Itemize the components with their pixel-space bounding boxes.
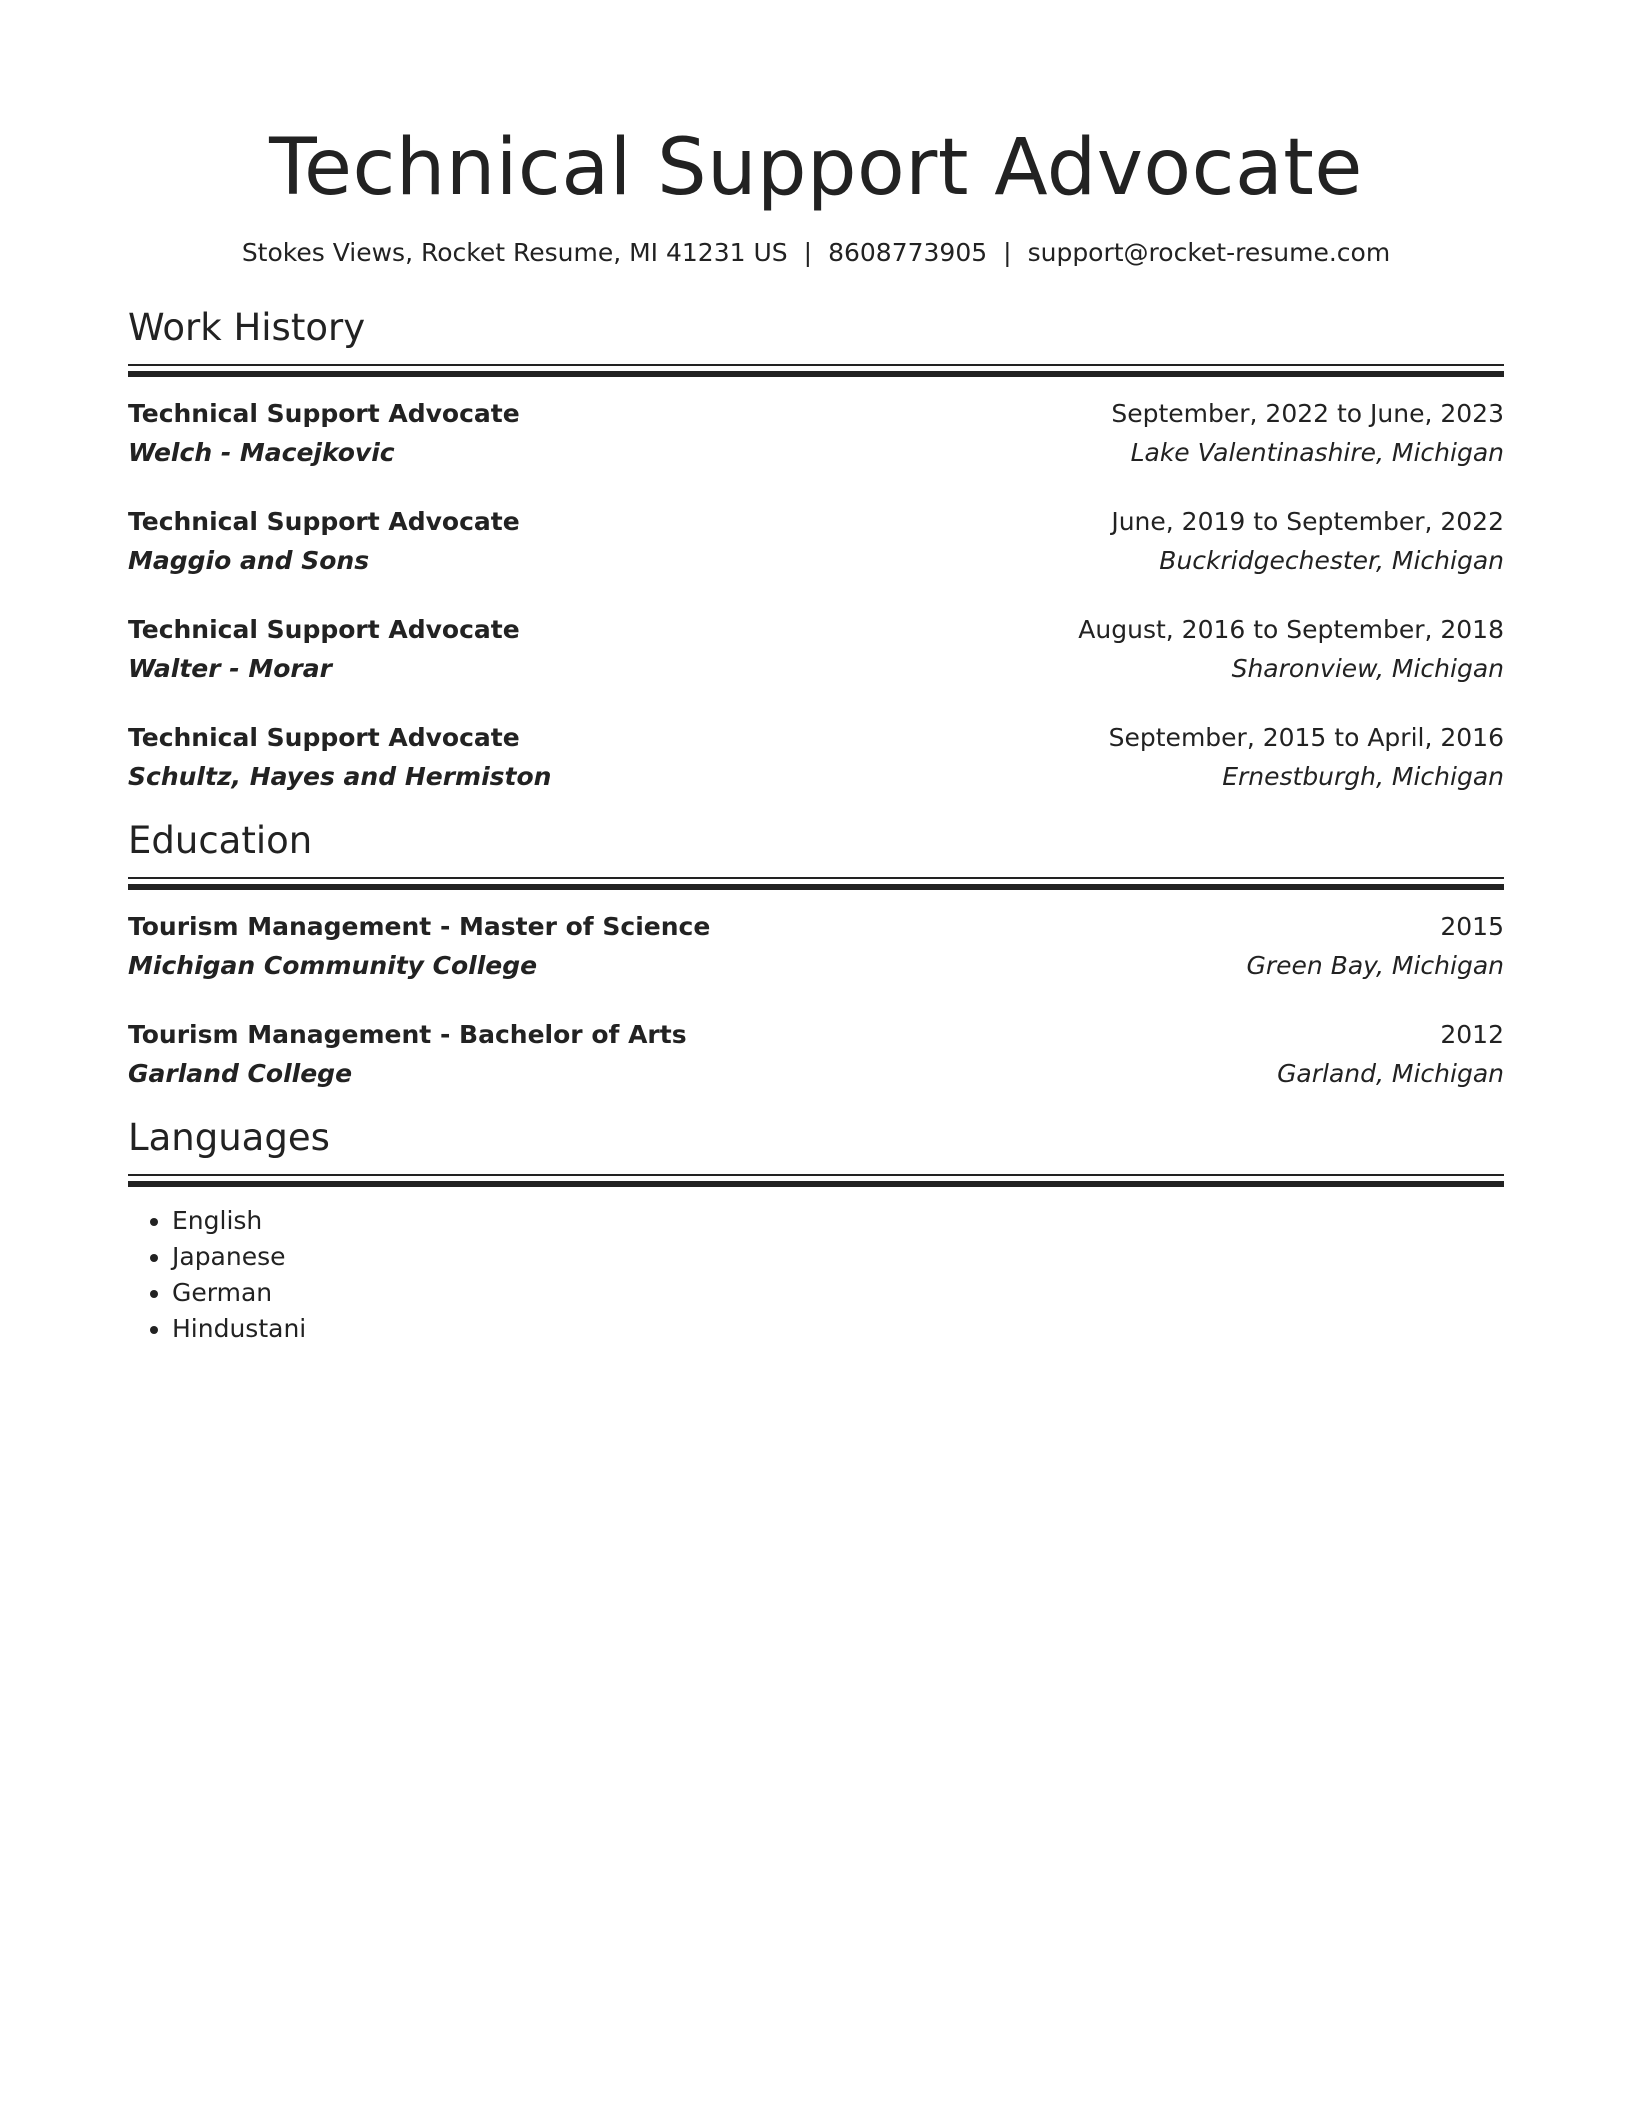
- resume-name: Technical Support Advocate: [269, 123, 1363, 213]
- section-divider-thin: [128, 364, 1504, 366]
- school-location: Garland, Michigan: [1277, 1059, 1504, 1088]
- job-company: Schultz, Hayes and Hermiston: [128, 762, 552, 791]
- work-history-section: [128, 306, 1504, 797]
- language-item: • German: [172, 1275, 1504, 1311]
- job-location: Lake Valentinashire, Michigan: [1130, 438, 1504, 467]
- work-entry: [128, 719, 1504, 797]
- contact-email: support@rocket-resume.com: [1027, 238, 1391, 267]
- contact-separator: |: [1003, 238, 1012, 267]
- language-item: • English: [172, 1203, 1504, 1239]
- work-entry: [128, 611, 1504, 689]
- section-title-education: Education: [128, 819, 313, 862]
- language-item: • Hindustani: [172, 1311, 1504, 1347]
- section-title-work-history: Work History: [128, 306, 366, 349]
- job-position: Technical Support Advocate: [128, 615, 520, 644]
- contact-phone: 8608773905: [828, 238, 988, 267]
- section-divider-thick: [128, 371, 1504, 377]
- contact-line: [128, 236, 1504, 270]
- degree-title: Tourism Management - Master of Science: [128, 912, 711, 941]
- job-company: Welch - Macejkovic: [128, 438, 395, 467]
- job-location: Ernestburgh, Michigan: [1222, 762, 1504, 791]
- school-name: Michigan Community College: [128, 951, 538, 980]
- work-entry: [128, 503, 1504, 581]
- education-entry: [128, 1016, 1504, 1094]
- work-entry: [128, 395, 1504, 473]
- job-company: Walter - Morar: [128, 654, 332, 683]
- section-divider-thick: [128, 1181, 1504, 1187]
- job-dates: June, 2019 to September, 2022: [1111, 507, 1504, 536]
- job-location: Buckridgechester, Michigan: [1159, 546, 1504, 575]
- section-divider-thin: [128, 1174, 1504, 1176]
- job-position: Technical Support Advocate: [128, 399, 520, 428]
- job-position: Technical Support Advocate: [128, 723, 520, 752]
- section-divider-thin: [128, 877, 1504, 879]
- job-dates: September, 2015 to April, 2016: [1108, 723, 1504, 752]
- job-dates: August, 2016 to September, 2018: [1078, 615, 1504, 644]
- section-divider-thick: [128, 884, 1504, 890]
- graduation-year: 2015: [1440, 912, 1504, 941]
- section-title-languages: Languages: [128, 1116, 330, 1159]
- job-dates: September, 2022 to June, 2023: [1111, 399, 1504, 428]
- education-entry: [128, 908, 1504, 986]
- languages-section: [128, 1116, 1504, 1347]
- languages-list: [128, 1203, 1504, 1347]
- graduation-year: 2012: [1440, 1020, 1504, 1049]
- job-company: Maggio and Sons: [128, 546, 370, 575]
- school-location: Green Bay, Michigan: [1246, 951, 1504, 980]
- language-item: • Japanese: [172, 1239, 1504, 1275]
- contact-address: Stokes Views, Rocket Resume, MI 41231 US: [241, 238, 788, 267]
- degree-title: Tourism Management - Bachelor of Arts: [128, 1020, 687, 1049]
- education-section: [128, 819, 1504, 1094]
- job-position: Technical Support Advocate: [128, 507, 520, 536]
- school-name: Garland College: [128, 1059, 353, 1088]
- contact-separator: |: [803, 238, 813, 267]
- job-location: Sharonview, Michigan: [1231, 654, 1504, 683]
